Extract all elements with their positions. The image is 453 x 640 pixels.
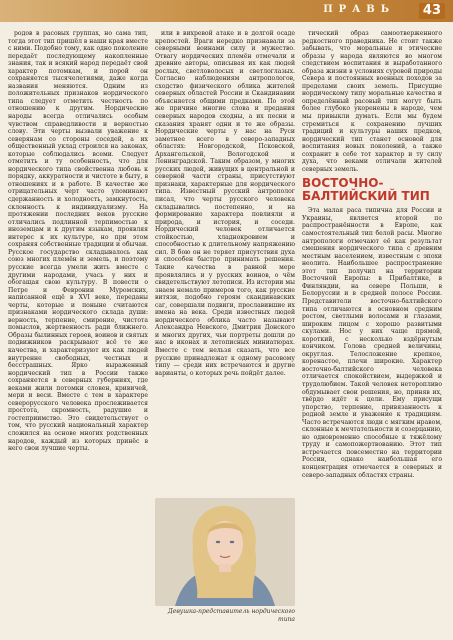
body-text: тический образ самоотверженного редкостного праведника. Не стоит также забывать, что моральные и этические образы у народа являются во многом следствием воспитания и выработанного образа жизни в условиях суровой природы Севера и постоянных военных походов за пределами своих земель. Присущие нордическому типу моральные качества и определённый расовый тип могут быть более глубоко укоренены в народе, чем мы привыкли думать. Если мы будем стремиться к сохранению лучших традиций и культуры наших предков, нордический тип станет основой для воспитания новых поколений, а также сохранит в себе тот характер и ту силу духа, что веками отличали жителей северных земель. xyxy=(302,30,442,173)
section-title: ПРАВЬ xyxy=(323,4,395,15)
page-header xyxy=(0,0,453,22)
body-text: Эта малая раса типична для России и Украины, является второй по распространённости в Европе, как самостоятельный тип белой расы. Многие антропологи отмечают её как результат смешения нордического типа с древним местным населением, известным с эпохи неолита. Наибольшее распространение этот тип получил на территории Восточной Европы: в Прибалтике, в Финляндии, на севере Польши, в Белоруссии и в средней полосе России. Представители восточно-балтийского типа отличаются в основном средним ростом, светлыми волосами и глазами, широким лицом с хорошо развитыми скулами. Нос у них чаще прямой, короткий, с несколько вздёрнутым кончиком. Голова средней величины, округлая. Телосложение крепкое, коренастое, плечи широкие. Характер восточно-балтийского человека отличается спокойствием, выдержкой и трудолюбием. Такой человек неторопливо обдумывает свои решения, но, приняв их, твёрдо идёт к цели. Ему присущи упорство, терпение, привязанность к родной земле и уважение к традициям. Часто встречаются люди с мягким нравом, склонные к мечтательности и созерцанию, но одновременно способные к тяжёлому труду и самопожертвованию. Этот тип встречается повсеместно на территории России, однако наибольшая его концентрация отмечается в северных и северо-западных областях страны. xyxy=(302,207,442,479)
portrait-illustration xyxy=(155,498,295,606)
page-number: 43 xyxy=(419,3,445,19)
body-text: родов в расовых группах, но сама тип, тогда этот тип пришёл в наши края вместе с ними. Подобно тому, как одно поколение передаёт последующему накопленные знания, так и всякий народ передаёт свой характер потомкам, и порой он сохраняется тысячелетиями, даже когда названия меняются. Одним из положительных признаков нордического типа следует отметить честность по отношению к другим. Нордические народы всегда отличались особым чувством справедливости и верностью слову. Эти черты вызвали уважение к северянам со стороны соседей, а их общественный уклад строился на законах, которые соблюдались всеми. Следует отметить и ту особенность, что для нордического типа свойственна любовь к порядку, аккуратности и чистоте в быту, в отношениях и в работе. В качестве же отрицательных черт часто упоминают сдержанность и холодность, замкнутость, склонность к индивидуализму. На протяжении последних веков русские отличались подлинной терпимостью к иноземцам и к другим языкам, проявляя интерес к их культуре, но при этом сохраняя собственные традиции и обычаи. Русское государство складывалось как союз многих племён и земель, и поэтому русские всегда умели жить вместе с другими народами, учась у них и обогащая свою культуру. В повести о Петре и Февронии Муромских, написанной ещё в XVI веке, переданы черты, которые и поныне считаются признаками нордического склада души: верность, терпение, смирение, чистота помыслов, жертвенность ради ближнего. Образы былинных героев, воинов и святых подвижников раскрывают всё те же качества, и характеризуют их как людей внутренне свободных, честных и бесстрашных. Ярко выраженный нордический тип в России также сохраняется в северных губерниях, где веками жили потомки словен, кривичей, мери и веси. Вместе с тем в характере северорусского человека прослеживается простота, скромность, радушие и гостеприимство. Это свидетельствует о том, что русский национальный характер сложился на основе многих родственных народов, каждый из которых принёс в него свои лучшие черты. xyxy=(8,30,148,453)
column-right xyxy=(302,30,442,632)
section-heading: ВОСТОЧНО-БАЛТИЙСКИЙ ТИП xyxy=(302,176,430,204)
column-middle xyxy=(155,30,295,492)
portrait-photo xyxy=(155,498,295,606)
body-text: или в вихревой атаке и в долгой осаде крепостей. Враги нередко признавали за северными воинами силу и мужество. Отвагу нордических племён отмечали и древние авторы, описывая их как людей рослых, светловолосых и светлоглазых. Согласно наблюдениям антропологов, сходство физического облика жителей северных областей России и Скандинавии объясняется общими предками. По этой же причине многие слова и предания северных народов сходны, а их песни и сказания хранят одни и те же образы. Нордические черты у нас на Руси заметнее всего в северо-западных областях: Новгородской, Псковской, Архангельской, Вологодской и Ленинградской. Таким образом, у многих русских людей, живущих в центральной и северной части страны, присутствуют признаки, характерные для нордического типа. Известный русский антрополог писал, что черты русского человека складывались постепенно, и на формирование характера повлияли и природа, и история, и соседи. Нордический человек отличается стойкостью, хладнокровием и способностью к длительному напряжению сил. В бою он не теряет присутствия духа и способен быстро принимать решения. Такие качества в равной мере проявлялись и у русских воинов, о чём свидетельствуют летописи. Из истории мы знаем немало примеров того, как русские витязи, подобно героям скандинавских саг, совершали подвиги, прославившие их имена на века. Среди известных людей нордического облика часто называют Александра Невского, Дмитрия Донского и многих других, чьи портреты дошли до нас в иконах и летописных миниатюрах. Вместе с тем нельзя сказать, что все русские принадлежат к одному расовому типу — среди них встречаются и другие варианты, о которых речь пойдёт далее. xyxy=(155,30,295,377)
photo-caption: Девушка-представитель нордического типа xyxy=(167,608,295,623)
column-left xyxy=(8,30,148,632)
